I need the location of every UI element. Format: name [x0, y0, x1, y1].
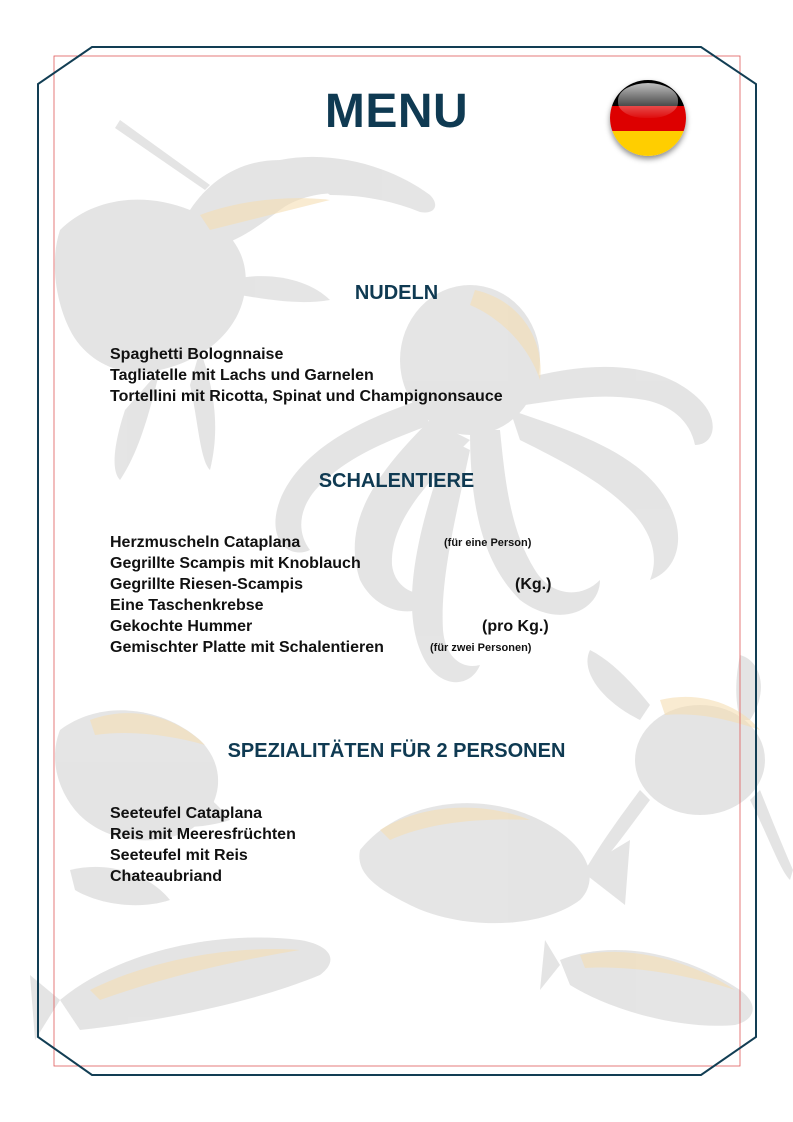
menu-title: MENU: [324, 85, 469, 138]
germany-flag-icon: [610, 80, 686, 156]
item-note: (Kg.): [515, 576, 552, 593]
item-note: (pro Kg.): [482, 618, 549, 635]
menu-page: MENU NUDELN Spaghetti Bolognnaise Tagliatelle mit Lachs und Garnelen Tortellini mit Ricotta, Spinat und Champignonsauce SCHALENTIERE Herzmuscheln Cataplana (für eine Person) Gegrillte Scampis mit Knoblauch Gegrillte Riesen-Scampis (Kg.) Eine Taschenkrebse Gekochte Hummer (pro Kg.) Gemischter Platte mit Schalentieren (für zwei Personen) SPEZIALITÄTEN FÜR 2 PERSONEN Seeteufel Cataplana Reis mit Meeresfrüchten Seeteufel mit Reis Chateaubriand: [0, 0, 793, 1122]
item-note: (für eine Person): [444, 537, 532, 549]
section-title-nudeln: NUDELN: [354, 282, 439, 304]
item-note: (für zwei Personen): [430, 642, 532, 654]
section-title-schalentiere: SCHALENTIERE: [318, 470, 475, 492]
section-title-spezialitaeten: SPEZIALITÄTEN FÜR 2 PERSONEN: [227, 740, 566, 762]
